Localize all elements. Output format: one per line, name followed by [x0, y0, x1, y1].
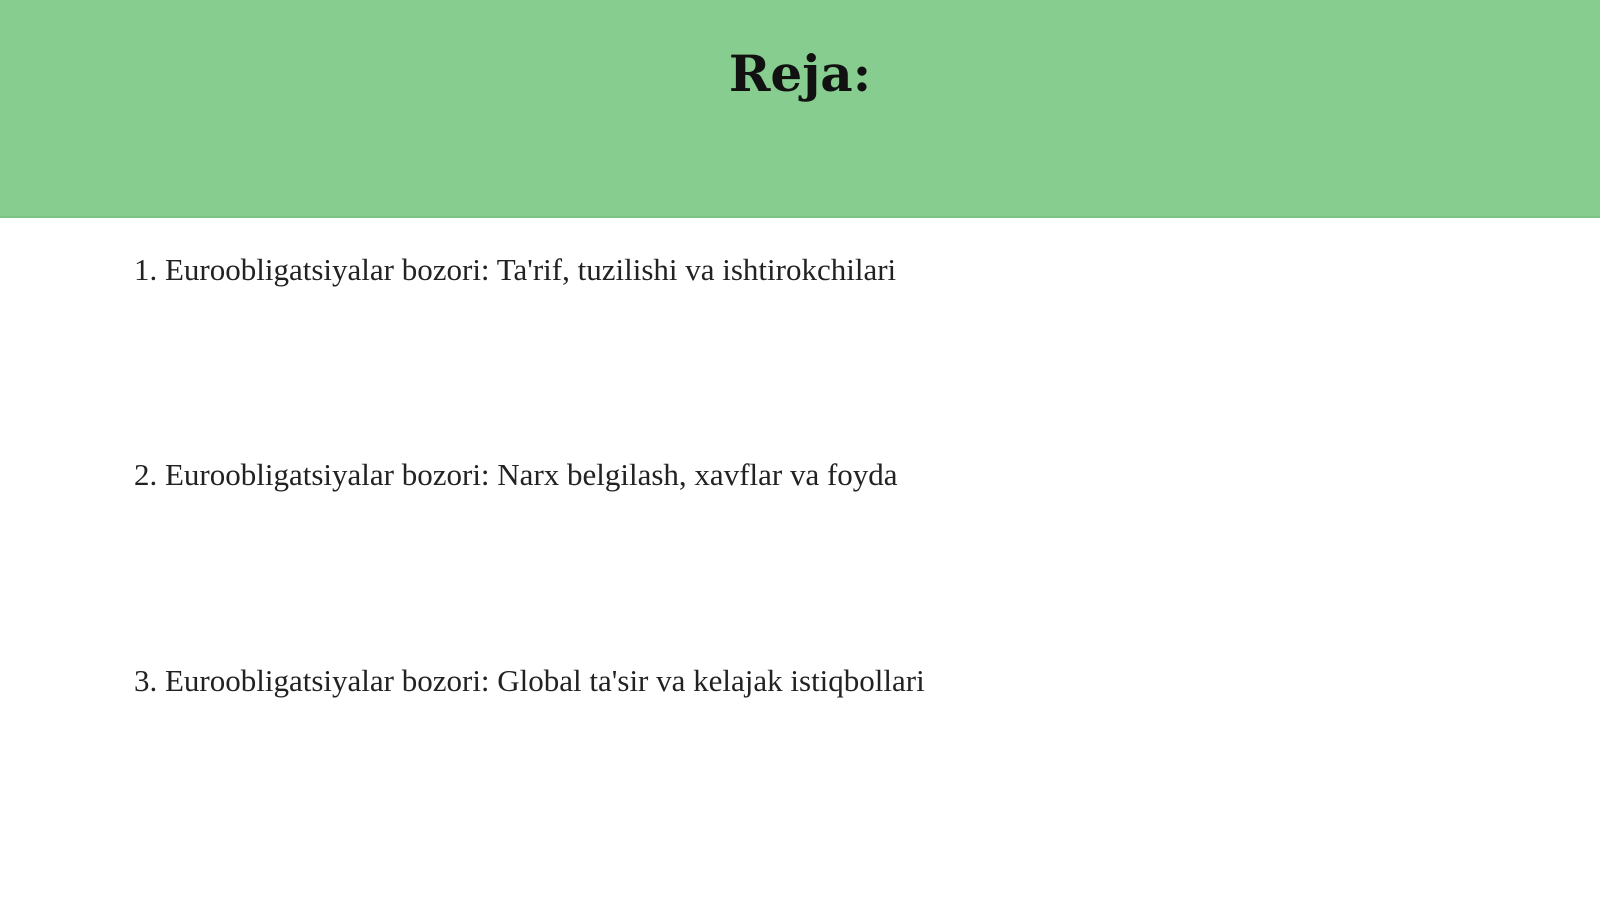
agenda-item-1: 1. Euroobligatsiyalar bozori: Ta'rif, tuzilishi va ishtirokchilari [134, 252, 897, 287]
agenda-item-2: 2. Euroobligatsiyalar bozori: Narx belgilash, xavflar va foyda [134, 457, 898, 492]
header-band [0, 0, 1600, 218]
slide-title: Reja: [728, 44, 872, 103]
agenda-item-3: 3. Euroobligatsiyalar bozori: Global ta'sir va kelajak istiqbollari [134, 663, 925, 698]
